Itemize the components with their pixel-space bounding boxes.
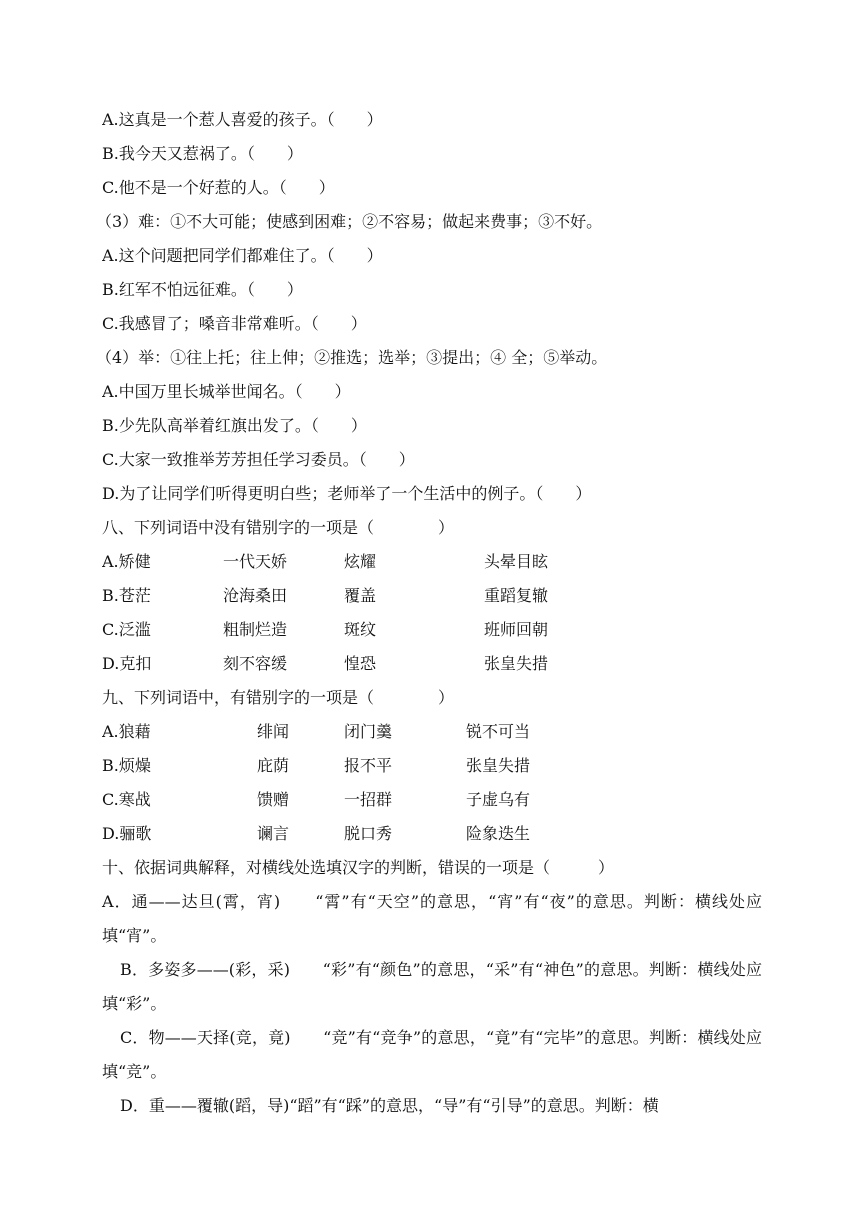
option-label: B.苍茫 <box>102 586 151 605</box>
question-8-option-d <box>102 647 762 681</box>
option-label: B.烦燥 <box>102 756 151 775</box>
option-word: 粗制烂造 <box>223 620 288 639</box>
option-word: 馈赠 <box>257 790 290 809</box>
group4-item-d: D.为了让同学们听得更明白些；老师举了一个生活中的例子。（ ） <box>102 484 592 503</box>
group3-heading: （3）难：①不大可能；使感到困难；②不容易；做起来费事；③不好。 <box>96 212 603 231</box>
question-10-title: 十、依据词典解释，对横线处选填汉字的判断，错误的一项是（ ） <box>102 858 615 877</box>
group4-item-b: B.少先队高举着红旗出发了。（ ） <box>102 416 367 435</box>
option-word: 沧海桑田 <box>223 586 288 605</box>
option-word: 闭门羹 <box>344 722 393 741</box>
option-word: 惶恐 <box>344 654 377 673</box>
option-word: 谰言 <box>257 824 290 843</box>
document-content <box>96 103 762 1123</box>
option-label: A.狼藉 <box>102 722 151 741</box>
option-word: 张皇失措 <box>466 756 531 775</box>
option-label: C.寒战 <box>102 790 151 809</box>
question-8-title: 八、下列词语中没有错别字的一项是（ ） <box>102 518 455 537</box>
question-8-option-c <box>102 613 762 647</box>
question-10-option-c: C．物——天择(竞，竟) “竞”有“竞争”的意思，“竟”有“完毕”的意思。判断：横线处应填“竞”。 <box>102 1028 762 1081</box>
option-label: D.克扣 <box>102 654 152 673</box>
question-9-option-a <box>102 715 762 749</box>
question-9-option-c <box>102 783 762 817</box>
option-label: A.矫健 <box>102 552 151 571</box>
group3-item-b: B.红军不怕远征难。（ ） <box>102 280 303 299</box>
option-word: 头晕目眩 <box>484 552 549 571</box>
option-word: 刻不容缓 <box>223 654 288 673</box>
question-9-option-d <box>102 817 762 851</box>
option-label: C.泛滥 <box>102 620 151 639</box>
option-word: 绯闻 <box>257 722 290 741</box>
question-9-option-b <box>102 749 762 783</box>
question-10-option-d: D．重——覆辙(蹈，导)“蹈”有“踩”的意思，“导”有“引导”的意思。判断：横 <box>120 1096 659 1115</box>
group4-item-a: A.中国万里长城举世闻名。（ ） <box>102 382 351 401</box>
option-word: 庇荫 <box>257 756 290 775</box>
group3-item-c: C.我感冒了；嗓音非常难听。（ ） <box>102 314 367 333</box>
option-word: 班师回朝 <box>484 620 549 639</box>
question-8-option-a <box>102 545 762 579</box>
group4-item-c: C.大家一致推举芳芳担任学习委员。（ ） <box>102 450 415 469</box>
option-word: 报不平 <box>344 756 393 775</box>
option-word: 锐不可当 <box>466 722 531 741</box>
option-word: 一招群 <box>344 790 393 809</box>
group4-heading: （4）举：①往上托；往上伸；②推选；选举；③提出；④ 全；⑤举动。 <box>96 348 608 367</box>
question-10-option-a: A．通——达旦(霄，宵) “霄”有“天空”的意思，“宵”有“夜”的意思。判断：横线处应填“宵”。 <box>102 892 762 945</box>
option-label: D.骊歌 <box>102 824 152 843</box>
option-word: 险象迭生 <box>466 824 531 843</box>
group3-item-a: A.这个问题把同学们都难住了。（ ） <box>102 246 383 265</box>
option-word: 重蹈复辙 <box>484 586 549 605</box>
group2-item-c: C.他不是一个好惹的人。（ ） <box>102 178 335 197</box>
group2-item-a: A.这真是一个惹人喜爱的孩子。（ ） <box>102 110 383 129</box>
option-word: 一代天娇 <box>223 552 288 571</box>
question-9-title: 九、下列词语中，有错别字的一项是（ ） <box>102 688 455 707</box>
option-word: 脱口秀 <box>344 824 393 843</box>
option-word: 斑纹 <box>344 620 377 639</box>
option-word: 张皇失措 <box>484 654 549 673</box>
question-10-option-b: B．多姿多——(彩，采) “彩”有“颜色”的意思，“采”有“神色”的意思。判断：横线处应填“彩”。 <box>102 960 762 1013</box>
option-word: 子虚乌有 <box>466 790 531 809</box>
option-word: 炫耀 <box>344 552 377 571</box>
option-word: 覆盖 <box>344 586 377 605</box>
question-8-option-b <box>102 579 762 613</box>
group2-item-b: B.我今天又惹祸了。（ ） <box>102 144 303 163</box>
